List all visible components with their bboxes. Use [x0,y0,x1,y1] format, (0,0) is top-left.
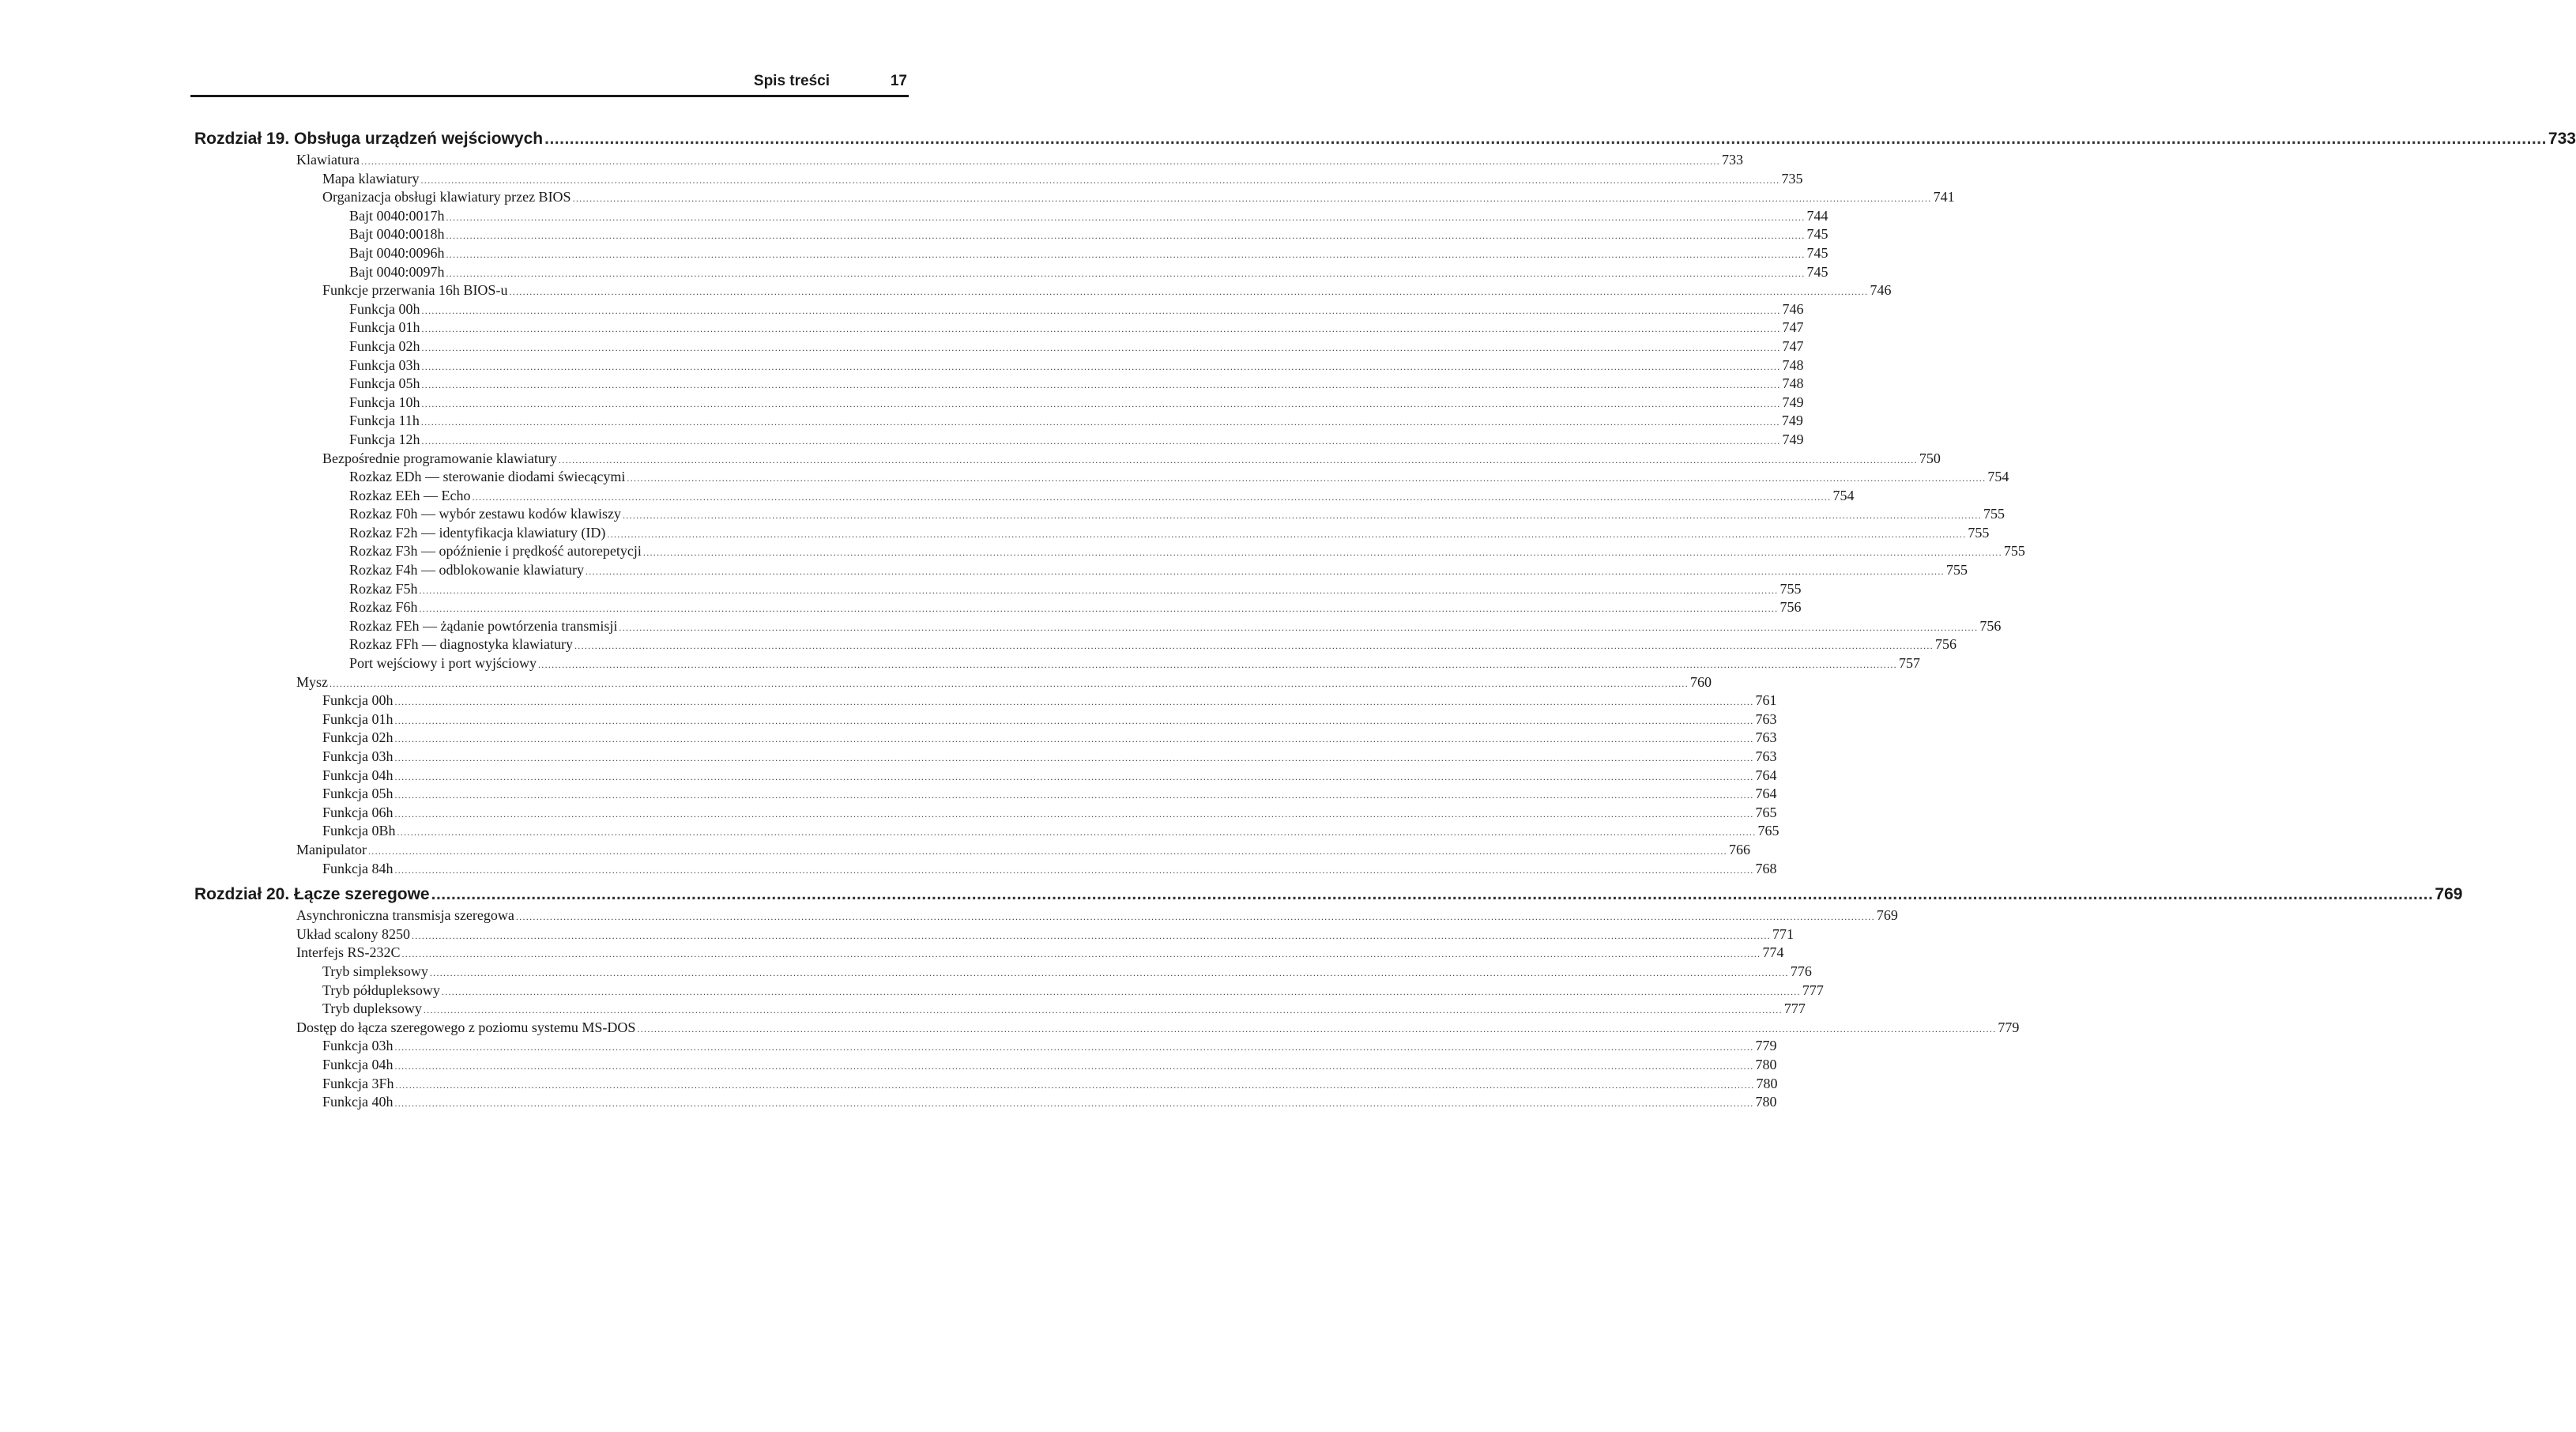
toc-label: Funkcja 3Fh [322,1075,394,1091]
toc-page-number: 749 [1782,431,1804,447]
toc-dot-leader: ................................................................................................................................................................................................................................................................................................................................................................................................................ [585,566,1945,578]
toc-entry-row [194,1019,2020,1038]
toc-chapter-row [194,883,2463,906]
toc-label: Dostęp do łącza szeregowego z poziomu systemu MS-DOS [296,1019,636,1035]
toc-page-number: 733 [1721,152,1743,168]
toc-page-number: 749 [1782,394,1804,410]
toc-label: Funkcja 02h [322,729,394,746]
toc-label: Funkcja 40h [322,1094,394,1110]
toc-dot-leader: ................................................................................................................................................................................................................................................................................................................................................................................................................ [472,491,1832,503]
toc-entry-row [194,356,1804,375]
toc-entry-row [194,1056,1777,1075]
toc-page-number: 754 [1832,487,1855,503]
toc-label: Funkcja 01h [322,710,394,727]
toc-page-number: 766 [1728,841,1750,857]
toc-entry-row [194,822,1779,841]
toc-dot-leader: ................................................................................................................................................................................................................................................................................................................................................................................................................ [394,1042,1754,1053]
toc-label: Funkcja 02h [349,337,420,354]
toc-dot-leader: ................................................................................................................................................................................................................................................................................................................................................................................................................ [419,603,1779,615]
toc-dot-leader: ................................................................................................................................................................................................................................................................................................................................................................................................................ [421,323,1781,335]
toc-label: Funkcja 04h [322,1056,394,1072]
toc-entry-row [194,263,1828,282]
toc-page-number: 755 [1945,562,1968,578]
toc-label: Funkcje przerwania 16h BIOS-u [322,282,508,299]
toc-label: Rozkaz EEh — Echo [349,487,471,503]
toc-entry-row [194,281,1892,300]
toc-entry-row [194,982,1824,1001]
toc-label: Manipulator [296,841,367,857]
toc-dot-leader: ................................................................................................................................................................................................................................................................................................................................................................................................................ [330,677,1689,689]
toc-page-number: 755 [2003,543,2025,560]
toc-dot-leader: ................................................................................................................................................................................................................................................................................................................................................................................................................ [421,304,1781,316]
toc-label: Rozkaz F0h — wybór zestawu kodów klawiszy [349,506,621,522]
toc-entry-row [194,729,1777,748]
toc-page-number: 768 [1755,860,1777,876]
toc-dot-leader: ................................................................................................................................................................................................................................................................................................................................................................................................................ [607,528,1967,540]
toc-entry-row [194,561,1968,580]
toc-page-number: 746 [1870,282,1892,299]
toc-label: Mysz [296,673,328,690]
toc-dot-leader: ................................................................................................................................................................................................................................................................................................................................................................................................................ [421,360,1781,372]
toc-label: Funkcja 03h [349,356,420,373]
toc-dot-leader: ................................................................................................................................................................................................................................................................................................................................................................................................................ [394,808,1754,820]
toc-page-number: 757 [1898,655,1920,672]
toc-dot-leader: ................................................................................................................................................................................................................................................................................................................................................................................................................ [420,416,1780,428]
toc-entry-row [194,598,1802,617]
toc-entry-row [194,188,1955,207]
toc-dot-leader: ................................................................................................................................................................................................................................................................................................................................................................................................................ [394,1060,1754,1072]
toc-entry-row [194,963,1812,982]
toc-entry-row [194,906,1898,925]
toc-label: Funkcja 04h [322,767,394,783]
toc-label: Rozdział 20. Łącze szeregowe [194,885,430,904]
toc-entry-row [194,692,1777,710]
toc-page-number: 763 [1755,710,1777,727]
toc-page-number: 733 [2548,130,2576,148]
toc-dot-leader: ................................................................................................................................................................................................................................................................................................................................................................................................................ [394,733,1754,745]
toc-dot-leader: ................................................................................................................................................................................................................................................................................................................................................................................................................ [397,827,1757,838]
toc-label: Rozkaz F4h — odblokowanie klawiatury [349,562,584,578]
toc-entry-row [194,767,1777,786]
toc-dot-leader: ................................................................................................................................................................................................................................................................................................................................................................................................................ [401,948,1761,960]
toc-dot-leader: ................................................................................................................................................................................................................................................................................................................................................................................................................ [431,885,2434,904]
toc-label: Funkcja 00h [349,300,420,317]
toc-entry-row [194,151,1743,170]
toc-entry-row [194,710,1777,729]
toc-entry-row [194,1093,1777,1112]
toc-label: Funkcja 03h [322,748,394,764]
toc-label: Klawiatura [296,152,360,168]
toc-dot-leader: ................................................................................................................................................................................................................................................................................................................................................................................................................ [509,286,1869,298]
toc-page-number: 747 [1782,319,1804,336]
toc-chapter-row [194,127,2576,151]
toc-label: Rozkaz EDh –– sterowanie diodami świecącymi [349,469,626,485]
toc-page-number: 765 [1757,823,1779,839]
toc-page-number: 747 [1782,337,1804,354]
toc-page-number: 780 [1755,1056,1777,1072]
toc-label: Rozkaz FEh — żądanie powtórzenia transmisji [349,617,618,634]
toc-label: Mapa klawiatury [322,170,420,187]
toc-page-number: 750 [1919,450,1941,466]
toc-dot-leader: ................................................................................................................................................................................................................................................................................................................................................................................................................ [420,174,1780,186]
toc-page-number: 749 [1781,413,1803,429]
toc-label: Funkcja 0Bh [322,823,396,839]
toc-page-number: 741 [1933,189,1955,205]
toc-label: Rozkaz FFh — diagnostyka klawiatury [349,636,573,653]
toc-label: Funkcja 84h [322,860,394,876]
toc-page-number: 769 [2435,885,2463,904]
toc-entry-row [194,468,2009,487]
toc-dot-leader: ................................................................................................................................................................................................................................................................................................................................................................................................................ [394,714,1754,726]
toc-page-number: 755 [1779,580,1802,597]
toc-dot-leader: ................................................................................................................................................................................................................................................................................................................................................................................................................ [627,473,1987,484]
toc-label: Rozkaz F5h [349,580,418,597]
toc-page-number: 763 [1755,748,1777,764]
toc-label: Funkcja 12h [349,431,420,447]
toc-label: Rozkaz F3h — opóźnienie i prędkość autorepetycji [349,543,642,560]
toc-entry-row [194,412,1803,431]
toc-dot-leader: ................................................................................................................................................................................................................................................................................................................................................................................................................ [642,547,2002,559]
toc-dot-leader: ................................................................................................................................................................................................................................................................................................................................................................................................................ [446,230,1806,242]
toc-dot-leader: ................................................................................................................................................................................................................................................................................................................................................................................................................ [429,967,1789,978]
toc-label: Bajt 0040:0097h [349,263,445,280]
toc-page-number: 765 [1755,804,1777,820]
toc-label: Funkcja 03h [322,1038,394,1054]
toc-dot-leader: ................................................................................................................................................................................................................................................................................................................................................................................................................ [419,584,1779,596]
toc-dot-leader: ................................................................................................................................................................................................................................................................................................................................................................................................................ [394,771,1754,782]
toc-label: Bajt 0040:0017h [349,207,445,224]
toc-label: Tryb dupleksowy [322,1001,422,1017]
toc-entry-row [194,1000,1806,1019]
toc-page-number: 769 [1876,907,1898,924]
toc-dot-leader: ................................................................................................................................................................................................................................................................................................................................................................................................................ [572,193,1932,205]
toc-label: Bezpośrednie programowanie klawiatury [322,450,557,466]
toc-dot-leader: ................................................................................................................................................................................................................................................................................................................................................................................................................ [421,341,1781,353]
toc-entry-row [194,860,1777,879]
toc-entry-row [194,944,1784,963]
toc-entry-row [194,394,1804,413]
toc-label: Funkcja 00h [322,692,394,709]
toc-dot-leader: ................................................................................................................................................................................................................................................................................................................................................................................................................ [394,752,1754,763]
toc-page-number: 771 [1772,925,1794,942]
toc-dot-leader: ................................................................................................................................................................................................................................................................................................................................................................................................................ [394,789,1754,801]
toc-entry-row [194,170,1803,189]
toc-entry-row [194,524,1990,543]
table-of-contents [194,127,2576,1112]
toc-dot-leader: ................................................................................................................................................................................................................................................................................................................................................................................................................ [367,845,1727,857]
toc-page-number: 754 [1987,469,2009,485]
toc-page-number: 744 [1806,207,1828,224]
toc-entry-row [194,1075,1778,1094]
toc-page-number: 746 [1782,300,1804,317]
toc-entry-row [194,300,1804,319]
toc-entry-row [194,654,1920,673]
toc-page-number: 748 [1782,356,1804,373]
toc-entry-row [194,635,1956,654]
toc-entry-row [194,244,1828,263]
toc-page-number: 779 [1998,1019,2020,1035]
toc-dot-leader: ................................................................................................................................................................................................................................................................................................................................................................................................................ [446,248,1806,260]
toc-page-number: 745 [1806,244,1828,261]
toc-label: Układ scalony 8250 [296,925,410,942]
toc-label: Rozdział 19. Obsługa urządzeń wejściowych [194,130,544,148]
toc-page-number: 755 [1968,524,1990,541]
toc-page-number: 756 [1979,617,2002,634]
toc-label: Rozkaz F2h — identyfikacja klawiatury (ID) [349,524,606,541]
toc-label: Tryb półdupleksowy [322,982,440,998]
toc-dot-leader: ................................................................................................................................................................................................................................................................................................................................................................................................................ [544,130,2547,148]
toc-page-number: 764 [1755,786,1777,802]
toc-label: Funkcja 11h [349,413,420,429]
toc-page-number: 756 [1779,599,1802,616]
toc-label: Interfejs RS-232C [296,944,401,961]
toc-entry-row [194,337,1804,356]
toc-dot-leader: ................................................................................................................................................................................................................................................................................................................................................................................................................ [421,379,1781,391]
toc-page-number: 745 [1806,226,1828,243]
toc-page-number: 763 [1755,729,1777,746]
toc-entry-row [194,487,1855,506]
toc-entry-row [194,785,1777,804]
toc-label: Bajt 0040:0096h [349,244,445,261]
toc-dot-leader: ................................................................................................................................................................................................................................................................................................................................................................................................................ [395,1079,1755,1091]
toc-dot-leader: ................................................................................................................................................................................................................................................................................................................................................................................................................ [446,267,1806,279]
toc-page-number: 776 [1790,963,1812,979]
toc-entry-row [194,318,1804,337]
toc-dot-leader: ................................................................................................................................................................................................................................................................................................................................................................................................................ [574,640,1934,652]
toc-entry-row [194,450,1941,469]
running-head-page-number: 17 [890,73,907,89]
toc-entry-row [194,505,2005,524]
toc-page-number: 777 [1802,982,1824,998]
toc-label: Port wejściowy i port wyjściowy [349,655,537,672]
toc-page-number: 760 [1690,673,1712,690]
toc-dot-leader: ................................................................................................................................................................................................................................................................................................................................................................................................................ [394,864,1754,876]
toc-page-number: 779 [1755,1038,1777,1054]
toc-entry-row [194,925,1794,944]
toc-entry-row [194,580,1802,599]
running-head [190,70,909,97]
toc-dot-leader: ................................................................................................................................................................................................................................................................................................................................................................................................................ [421,435,1781,447]
toc-dot-leader: ................................................................................................................................................................................................................................................................................................................................................................................................................ [394,696,1754,708]
toc-dot-leader: ................................................................................................................................................................................................................................................................................................................................................................................................................ [446,211,1806,223]
toc-entry-row [194,617,2002,636]
toc-dot-leader: ................................................................................................................................................................................................................................................................................................................................................................................................................ [537,659,1897,671]
toc-page-number: 756 [1934,636,1956,653]
toc-page-number: 777 [1783,1001,1806,1017]
toc-dot-leader: ................................................................................................................................................................................................................................................................................................................................................................................................................ [558,454,1918,465]
toc-label: Organizacja obsługi klawiatury przez BIOS [322,189,571,205]
toc-entry-row [194,1037,1777,1056]
toc-dot-leader: ................................................................................................................................................................................................................................................................................................................................................................................................................ [394,1098,1754,1110]
toc-dot-leader: ................................................................................................................................................................................................................................................................................................................................................................................................................ [423,1004,1783,1016]
toc-page-number: 780 [1755,1094,1777,1110]
toc-dot-leader: ................................................................................................................................................................................................................................................................................................................................................................................................................ [441,985,1801,997]
toc-entry-row [194,673,1712,692]
toc-dot-leader: ................................................................................................................................................................................................................................................................................................................................................................................................................ [515,911,1875,923]
toc-dot-leader: ................................................................................................................................................................................................................................................................................................................................................................................................................ [619,621,1979,633]
toc-page-number: 764 [1755,767,1777,783]
toc-entry-row [194,748,1777,767]
toc-entry-row [194,431,1804,450]
toc-dot-leader: ................................................................................................................................................................................................................................................................................................................................................................................................................ [360,156,1720,167]
toc-label: Funkcja 10h [349,394,420,410]
toc-entry-row [194,542,2025,561]
toc-label: Rozkaz F6h [349,599,418,616]
toc-label: Asynchroniczna transmisja szeregowa [296,907,514,924]
toc-page-number: 774 [1762,944,1784,961]
toc-dot-leader: ................................................................................................................................................................................................................................................................................................................................................................................................................ [637,1023,1997,1034]
toc-dot-leader: ................................................................................................................................................................................................................................................................................................................................................................................................................ [411,929,1771,941]
toc-entry-row [194,375,1804,394]
toc-page-number: 748 [1782,375,1804,392]
toc-entry-row [194,804,1777,823]
toc-dot-leader: ................................................................................................................................................................................................................................................................................................................................................................................................................ [421,398,1781,409]
toc-page-number: 780 [1756,1075,1778,1091]
toc-label: Funkcja 01h [349,319,420,336]
toc-label: Funkcja 05h [322,786,394,802]
toc-entry-row [194,225,1828,244]
toc-entry-row [194,207,1828,226]
running-head-title: Spis treści [753,73,830,89]
toc-label: Funkcja 05h [349,375,420,392]
toc-entry-row [194,841,1750,860]
toc-label: Funkcja 06h [322,804,394,820]
toc-page-number: 745 [1806,263,1828,280]
toc-page-number: 761 [1755,692,1777,709]
toc-label: Tryb simpleksowy [322,963,428,979]
toc-page-number: 755 [1983,506,2005,522]
toc-page-number: 735 [1781,170,1803,187]
toc-label: Bajt 0040:0018h [349,226,445,243]
toc-dot-leader: ................................................................................................................................................................................................................................................................................................................................................................................................................ [622,510,1982,522]
